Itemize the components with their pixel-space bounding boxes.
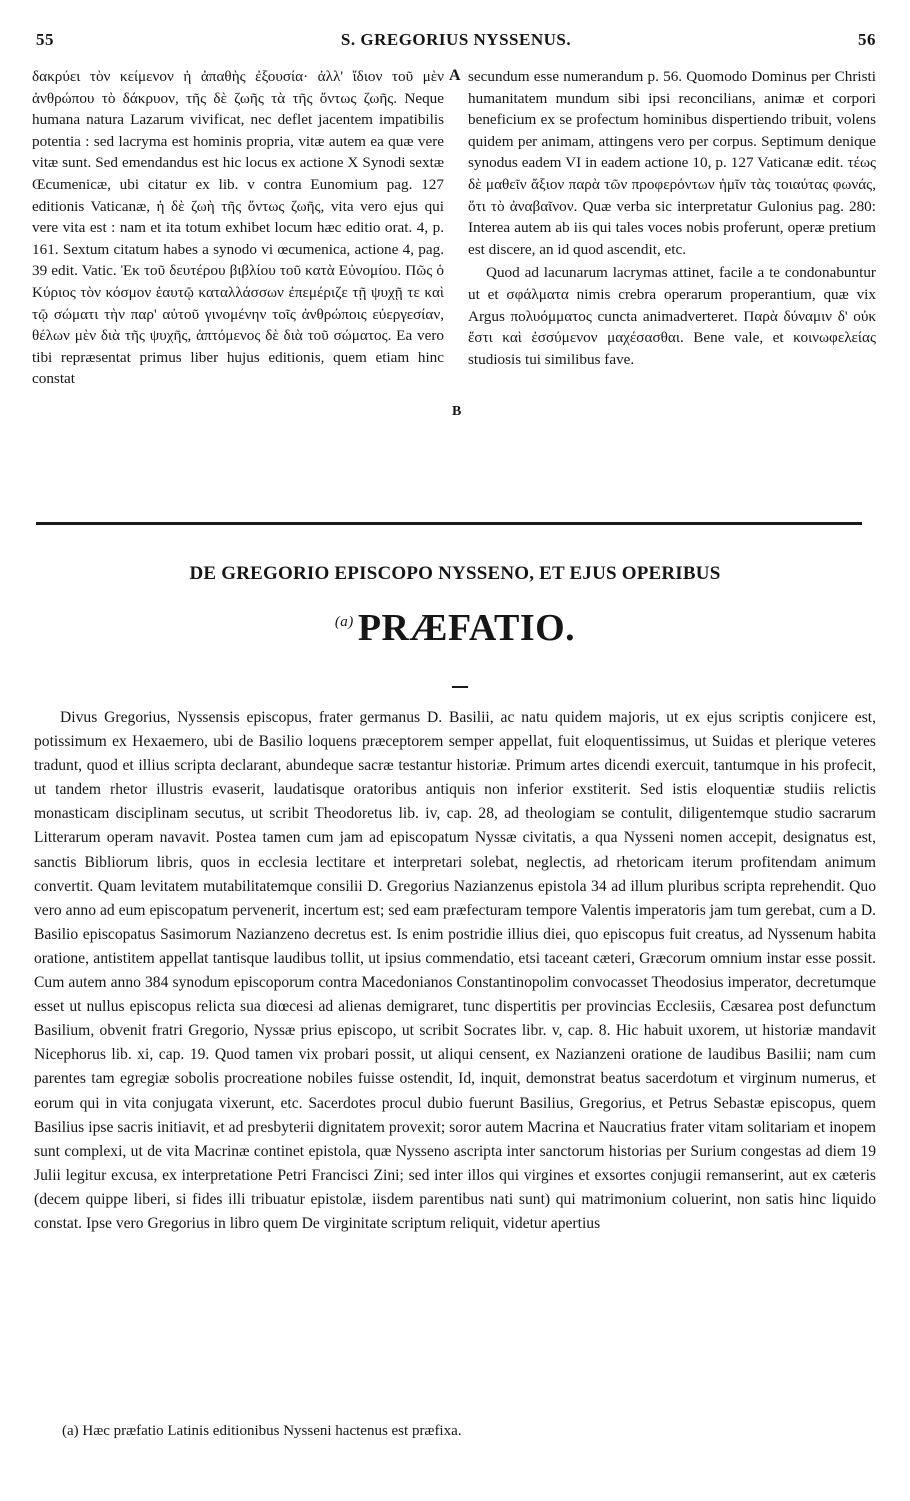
right-column-paragraph: Quod ad lacunarum lacrymas attinet, facile a te condonabuntur ut et σφάλματα nimis crebra operarum properantium, quæ vix Argus πολυόμματος cuncta animadverteret. Παρὰ δύναμιν δ' οὐκ ἔστι καὶ ἐσσύμενον μαχέσασθαι. Bene vale, et κοινωφελείας studiosis tui similibus fave. xyxy=(468,264,876,368)
praefatio-heading xyxy=(0,606,910,650)
section-divider xyxy=(36,522,862,525)
page-number-left: 55 xyxy=(36,30,54,49)
body-paragraph: Divus Gregorius, Nyssensis episcopus, frater germanus D. Basilii, ac natu quidem majoris, ut ex ejus scriptis conjicere est, potissimum ex Hexaemero, ubi de Basilio loquens præceptorem semper appellat, fuit eloquentissimus, ut Suidas et plerique veteres tradunt, quod et illius scripta declarant, abundeque sacræ testantur historiæ. Primum artes dicendi exercuit, tantumque in his profecit, ut tandem rhetor illustris evaserit, laudatisque oratoribus antiquis non inferior exstiterit. Sed istis eloquentiæ studiis relictis monasticam disciplinam secutus, ut scribit Theodoretus lib. iv, cap. 28, ad theologiam se contulit, diligentemque studio sacrarum Litterarum operam navavit. Postea tamen cum jam ad episcopatum Nyssæ civitatis, a qua Nysseni nomen accepit, designatus est, sanctis Bibliorum libris, quos in ecclesia lectitare et interpretari solebat, neglectis, ad rhetoricam iterum profitendam animum convertit. Quam levitatem mutabilitatemque consilii D. Gregorius Nazianzenus epistola 34 ad illum pluribus scripta reprehendit. Quo vero anno ad eum episcopatum pervenerit, incertum est; sed eam præfecturam tempore Valentis imperatoris jam tum gerebat, cum a D. Basilio episcopatus Sasimorum Nazianzeno decretus est. Is enim postridie illius diei, quo episcopus fuit creatus, ad Nyssenum habita oratione, antistitem appellat tantisque laudibus tollit, ut ipsius commendatio, etsi taceant cæteri, Græcorum omnium instar esse possit. Cum autem anno 384 synodum episcoporum contra Macedonianos Constantinopolim convocasset Theodosius imperator, decretumque esset ut nullus episcopus relicta sua diœcesi ad alienas demigraret, tunc dispertitis per provincias Ecclesiis, Cæsarea post defunctum Basilium, obvenit fratri Gregorio, Nyssæ prius episcopo, ut scribit Socrates libr. v, cap. 8. Hic habuit uxorem, ut historiæ mandavit Nicephorus lib. xi, cap. 19. Quod tamen vix probari possit, ut aliqui censent, ex Nazianzeni oratione de laudibus Basilii; nam cum parentes tam egregiæ sobolis procreatione nobiles fuisse ostendit, Id, inquit, demonstrat beatus sacerdotum et virginum numerus, et eorum qui in vita conjugata vixerunt, etc. Sacerdotes procul dubio fuerunt Basilius, Gregorius, et Petrus Sebastæ episcopus, quem Basilius ipse sacris initiavit, et ad presbyterii dignitatem provexit; soror autem Macrina et Naucratius frater vitam solitariam et inopem sunt complexi, ut de vita Macrinæ continet epistola, quæ Nysseno ascripta inter sanctorum historias per Surium congestas ad diem 19 Julii legitur excusa, ex interpretatione Petri Francisci Zini; sed inter illos qui virgines et exsortes conjugii remanserint, aut ex cæteris (decem quippe liberi, si fides illi tribuatur epistolæ, iisdem parentibus nati sunt) qui matrimonium coluerint, non satis hinc liquido constat. Ipse vero Gregorius in libro quem De virginitate scriptum reliquit, videtur apertius xyxy=(34,709,876,1232)
right-column xyxy=(468,66,876,490)
right-column-paragraph: secundum esse numerandum p. 56. Quomodo Dominus per Christi humanitatem mundum sibi ipsi reconcilians, animæ et corpori beneficium ex se profectum hominibus dispertiendo tribuit, volens quidem per animam, attingens vero per corpus. Septimum denique synodus eadem VI in eadem actione 10, p. 127 Vaticanæ edit. τέως δὲ μαθεῖν ἄξιον παρὰ τῶν προφερόντων ἡμῖν τὰς τοιαύτας φωνάς, ὅτι τὸ ἀναβαῖνον. Quæ verba sic interpretatur Gulonius pag. 280: Interea autem ab iis qui tales voces nobis proferunt, operæ pretium est discere, an id quod ascendit, etc. xyxy=(468,68,876,258)
footnote xyxy=(62,1421,862,1441)
heading-footnote-mark: (a) xyxy=(334,614,354,630)
heading-dash xyxy=(452,686,468,688)
margin-marker-b: B xyxy=(452,404,462,419)
page-number-right: 56 xyxy=(858,30,876,49)
section-title: DE GREGORIO EPISCOPO NYSSENO, ET EJUS OPERIBUS xyxy=(189,563,721,584)
heading-text: PRÆFATIO. xyxy=(357,607,576,649)
running-title: S. GREGORIUS NYSSENUS. xyxy=(340,30,572,49)
footnote-text: Hæc præfatio Latinis editionibus Nysseni hactenus est præfixa. xyxy=(82,1423,462,1439)
margin-marker-a: A xyxy=(449,67,461,84)
body-text xyxy=(34,706,876,1396)
footnote-mark: (a) xyxy=(62,1423,79,1439)
left-column-text: δακρύει τὸν κείμενον ἡ ἀπαθὴς ἐξουσία· ἀλλ' ἴδιον τοῦ μὲν ἀνθρώπου τὸ δάκρυον, τῆς δὲ ζωῆς τὰ τῆς ὄντως ζωῆς. Neque humana natura Lazarum vivificat, nec deflet jacentem impatibilis potentia : sed lacryma est hominis propria, vitæ autem ea quæ vere vitæ sunt. Sed emendandus est hic locus ex actione X Synodi sextæ Œcumenicæ, ubi citatur ex lib. v contra Eunomium pag. 127 editionis Vaticanæ, ἡ δὲ ζωὴ τῆς ὄντως ζωῆς, vita vero ejus qui vere vita est : nam et ita totum exhibet locum hæc editio orat. 4, p. 161. Sextum citatum habes a synodo vi œcumenica, actione 4, pag. 39 edit. Vatic. Ἐκ τοῦ δευτέρου βιβλίου τοῦ κατὰ Εὐνομίου. Πῶς ὁ Κύριος τὸν κόσμον ἑαυτῷ καταλλάσσων ἐπεμέριζε τῇ ψυχῇ τε καὶ τῷ σώματι τὴν παρ' αὐτοῦ γινομένην τοῖς ἀνθρώποις εὐεργεσίαν, θέλων μὲν διὰ τῆς ψυχῆς, ἁπτόμενος δὲ διὰ τοῦ σώματος. Ea vero tibi repræsentat primus liber hujus editionis, quem etiam hinc constat xyxy=(32,68,444,388)
left-column xyxy=(32,66,444,490)
running-header xyxy=(36,30,876,52)
